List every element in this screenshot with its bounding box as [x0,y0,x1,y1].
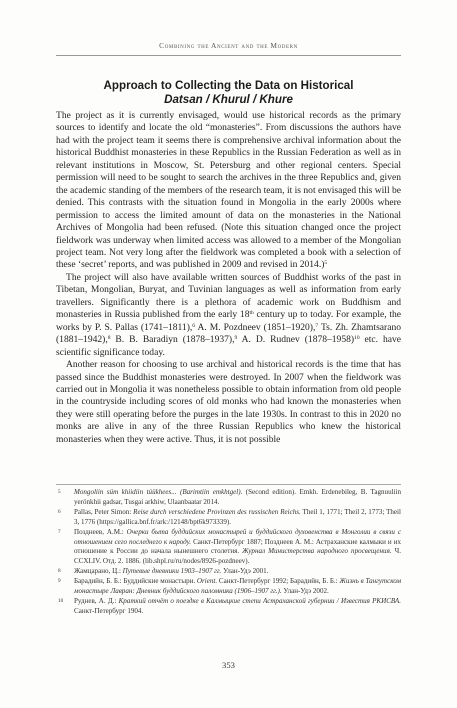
footnote-title: Mongoliin süm khiidiin túükhees... (Barimtiin emkhtgel). [74,488,243,496]
footnote-ref-8: 8 [107,335,111,342]
section-title-line1: Approach to Collecting the Data on Historical [103,79,354,92]
footnote-title: Краткий отчёт о поездке в Калмыцкие степи Астраханской губернии / Известия РКИСВА. [118,596,402,605]
footnote-ref-6: 6 [192,322,196,329]
running-head: Combining the Ancient and the Modern [159,41,298,50]
page-number: 353 [222,660,235,670]
footnote-ref-10: 10 [354,335,360,342]
footnote-author: Барадийн, Б. Б.: Буддийские монастыри. [74,577,197,586]
ordinal-suffix: th [249,310,254,317]
footnote-text-2: Ч. CCXLIV. Отд. 2. 1886. (lib.shpl.ru/ru/nodes/8926-pozdneev). [74,547,401,566]
paragraph-2-text-g: etc. have scientific significance today. [56,334,401,358]
footnote-title: Orient. [196,577,218,586]
footnote-author: Pallas, Peter Simon: [74,507,134,516]
footnote-number: 7 [58,528,61,535]
paragraph-2-text-d: Ts. Zh. Zhamtsarano (1881–1942), [56,321,401,346]
paragraph-3 [56,359,401,446]
footnote-text: Санкт-Петербург 1992; Барадийн, Б. Б.: [217,577,340,586]
footnote-number: 9 [58,578,61,585]
paragraph-2 [56,272,401,359]
footnote-5 [56,488,401,508]
footnote-text: Theil 1, 1771; Theil 2, 1773; Theil 3, 1776 (https://gallica.bnf.fr/ark:/12148/bpt6k973339). [74,507,401,526]
footnote-journal: Журнал Министерства народного просвещения. [242,547,392,556]
footnote-author: Жамцарано, Ц.: [74,567,123,576]
footnote-title: Reise durch verschiedene Provinzen des russischen Reichs. [133,507,301,516]
footnote-10 [56,597,401,617]
footnote-ref-5: 5 [324,260,328,267]
paragraph-2-text-b: century up to today. For example, the works by P. S. Pallas (1741–1811), [56,309,402,333]
footnote-title: Путевые дневники 1903–1907 гг. [122,567,222,576]
paragraph-1-text: The project as it is currently envisaged, would use historical records as the primary sources to identify and locate the old “monasteries”. From discussions the authors have had with the project team it seems there is comprehensive archival information about the historical Buddhist monasteries in these Republics in the Russian Federation as well as in relevant institutions in Moscow, St. Petersburg and other regional centers. Special permission will need to be sought to search the archives in the three Republics and, given the academic standing of the members of the research team, it is not envisaged this will be denied. This contrasts with the situation found in Mongolia in the early 2000s where permission to access the limited amount of data on the monasteries in the National Archives of Mongolia had been refused. (Note this situation changed once the project fieldwork was underway when limited access was allowed to a member of the Mongolian project team. Not very long after the fieldwork was completed a book with a selection of these ‘secret’ reports, and was published in 2009 and revised in 2014.) [56,110,401,271]
paragraph-2-text-f: A. D. Rudnev (1878–1958) [237,334,355,346]
footnote-9 [56,577,401,597]
footnote-title: Очерки быта буддийских монастырей и буддийского духовенства в Монголии в связи с отношением сего последнего к народу. [74,527,401,546]
footnote-number: 10 [58,597,64,604]
paragraph-2-text-e: B. B. Baradiyn (1878–1937), [110,334,235,346]
footnote-8 [56,567,401,577]
header-rule [56,55,401,56]
section-title-line2: Datsan / Khurul / Khure [164,93,293,106]
footnote-ref-7: 7 [315,322,319,329]
footnote-number: 6 [58,508,61,515]
paragraph-3-text: Another reason for choosing to use archival and historical records is the time that has passed since the Buddhist monasteries were destroyed. In 2007 when the fieldwork was carried out in Mongolia it was nonetheless possible to obtain information from old people in the countryside including scores of old monks who had known the monasteries when they were still operating before the purges in the late 1930s. In contrast to this in 2020 no monks are alive in any of the three Russian Republics who knew the historical monasteries when they were active. Thus, it is not possible [56,359,401,445]
footnote-text-2: Улан-Удэ 2002. [281,587,329,596]
footnote-text: Санкт-Петербург 1887; Позднеев А. М.: Астраханские калмыки и их отношение к России до начала нынешнего столетия. [74,537,401,556]
footnote-number: 5 [58,489,61,495]
paragraph-2-text-c: A. M. Pozdneev (1851–1920), [195,321,316,333]
footnote-rule [56,484,401,485]
footnote-author: Руднев, А. Д.: [74,596,119,605]
footnote-6 [56,508,401,528]
footnote-text: Санкт-Петербург 1904. [74,606,144,615]
section-title [56,79,401,107]
body-text [56,110,401,446]
footnotes [56,488,401,617]
paragraph-1 [56,110,401,272]
footnote-ref-9: 9 [234,335,238,342]
footnote-7 [56,528,401,568]
paragraph-2-text-a: The project will also have available written sources of Buddhist works of the past in Tibetan, Mongolian, Buryat, and Tuvinian languages as well as information from early travellers. Significantly there is a plethora of academic work on Buddhism and monasteries in Russia published from the early 18 [56,271,401,321]
footnote-author: Позднеев, А.М.: [74,527,127,536]
footnote-number: 8 [58,568,61,575]
footnote-text: Улан-Удэ 2001. [221,567,269,576]
footnote-title-2: Жизнь в Тангутском монастыре Лавран: Дневник буддийского паломника (1906–1907 гг.). [74,577,401,596]
footnote-text: (Second edition). Emkh. Erdenebileg, B. Tagnuuliin yerönkhii gadsar, Tusgai arkhiw, Ulaanbaatar 2014. [74,488,401,506]
